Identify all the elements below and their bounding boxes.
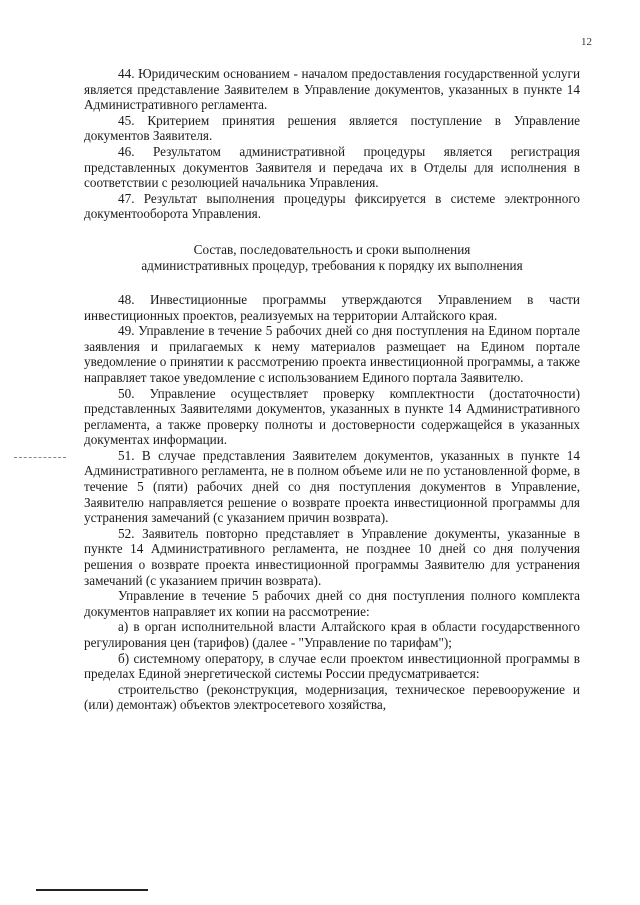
paragraph-48: 48. Инвестиционные программы утверждаются Управлением в части инвестиционных проектов, реализуемых на территории Алтайского края. <box>84 291 580 323</box>
scan-artifact-mark <box>14 457 66 458</box>
section-heading-line-2: административных процедур, требования к порядку их выполнения <box>141 257 523 273</box>
paragraph-46: 46. Результатом административной процедуры является регистрация представленных документов Заявителя и передача их в Отделы для исполнения в соответствии с резолюцией начальника Управления. <box>84 143 580 191</box>
page-number: 12 <box>581 36 592 48</box>
paragraph-52: 52. Заявитель повторно представляет в Управление документы, указанные в пункте 14 Административного регламента, не позднее 10 дней со дня получения решения о возврате проекта инвестиционной программы Заявителю для устранения замечаний (с указанием причин возврата). <box>84 525 580 588</box>
paragraph-44: 44. Юридическим основанием - началом предоставления государственной услуги является представление Заявителем в Управление документов, указанных в пункте 14 Административного регламента. <box>84 66 580 113</box>
paragraph-50: 50. Управление осуществляет проверку комплектности (достаточности) представленных Заявителями документов, указанных в пункте 14 Административного регламента, а также проверку полноты и достоверности содержащейся в указанных документах информации. <box>84 385 580 448</box>
paragraph-49: 49. Управление в течение 5 рабочих дней со дня поступления на Едином портале заявления и прилагаемых к нему материалов размещает на Едином портале уведомление о принятии к рассмотрению проекта инвестиционной программы, а также направляет такое уведомление с использованием Единого портала Заявителю. <box>84 323 580 385</box>
section-heading-line-1: Состав, последовательность и сроки выполнения <box>193 241 471 257</box>
footnote-separator-line <box>36 889 148 891</box>
list-item-a: а) в орган исполнительной власти Алтайского края в области государственного регулирования цен (тарифов) (далее - "Управление по тарифам"); <box>84 619 580 650</box>
paragraph-51: 51. В случае представления Заявителем документов, указанных в пункте 14 Административного регламента, не в полном объеме или не по установленной форме, в течение 5 (пяти) рабочих дней со дня поступления документов в Управление, Заявителю направляется решение о возврате проекта инвестиционной программы для устранения замечаний (с указанием причин возврата). <box>84 447 580 526</box>
document-body <box>84 66 580 713</box>
section-heading <box>84 242 580 274</box>
list-item-b: б) системному оператору, в случае если проектом инвестиционной программы в пределах Единой энергетической системы России предусматривается: <box>84 650 580 682</box>
paragraph-45: 45. Критерием принятия решения является поступление в Управление документов Заявителя. <box>84 112 580 144</box>
paragraph-52-continuation: Управление в течение 5 рабочих дней со дня поступления полного комплекта документов направляет их копии на рассмотрение: <box>84 588 580 619</box>
list-item-b-detail: строительство (реконструкция, модернизация, техническое перевооружение и (или) демонтаж) объектов электросетевого хозяйства, <box>84 681 580 713</box>
paragraph-47: 47. Результат выполнения процедуры фиксируется в системе электронного документооборота Управления. <box>84 190 580 222</box>
